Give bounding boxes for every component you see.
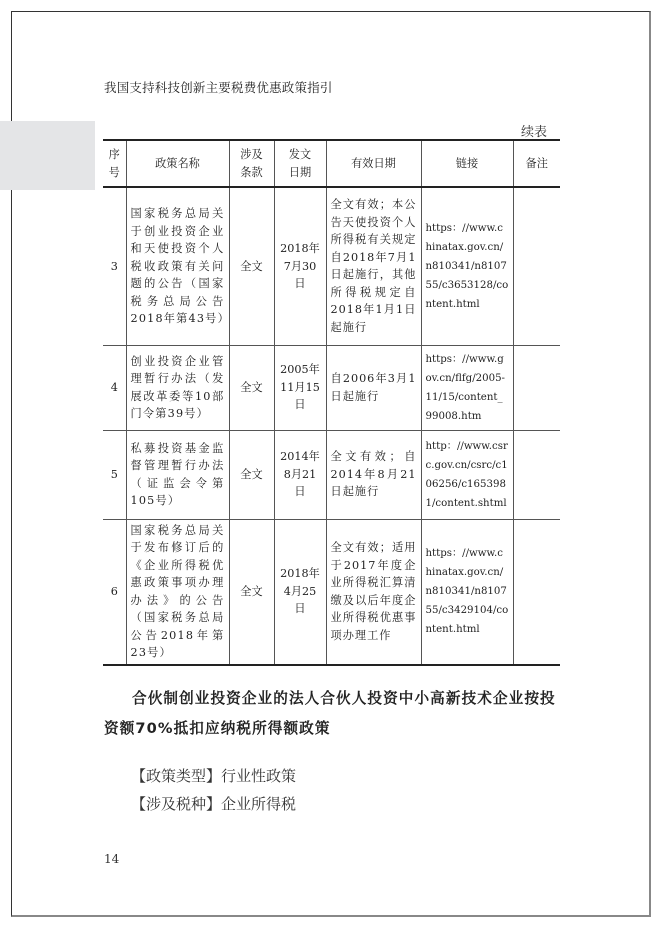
row-policy-name: 国家税务总局关于创业投资企业和天使投资个人税收政策有关问题的公告（国家税务总局公告2018年第43号）: [126, 187, 229, 345]
header-clause: 涉及 条款: [229, 140, 274, 187]
row-policy-name: 私募投资基金监督管理暂行办法（证监会令第105号）: [126, 430, 229, 519]
chapter-side-tab: [0, 121, 95, 190]
row-link[interactable]: https：//www.chinatax.gov.cn/n810341/n810755/c3653128/content.html: [421, 187, 513, 345]
policy-table: [103, 139, 560, 666]
row-link[interactable]: https：//www.gov.cn/flfg/2005-11/15/content_99008.htm: [421, 345, 513, 430]
row-clause: 全文: [229, 519, 274, 665]
section-heading: 合伙制创业投资企业的法人合伙人投资中小高新技术企业按投资额70%抵扣应纳税所得额政策: [104, 690, 556, 737]
row-link[interactable]: https：//www.chinatax.gov.cn/n810341/n810755/c3429104/content.html: [421, 519, 513, 665]
row-policy-name: 创业投资企业管理暂行办法（发展改革委等10部门令第39号）: [126, 345, 229, 430]
page-number: 14: [104, 852, 120, 866]
row-effective-date: 自2006年3月1日起施行: [326, 345, 421, 430]
row-clause: 全文: [229, 345, 274, 430]
table-continued-label: 续表: [521, 125, 548, 140]
policy-type-line: 【政策类型】行业性政策: [131, 767, 297, 785]
header-link: 链接: [421, 140, 513, 187]
row-seq: 6: [103, 519, 126, 665]
row-effective-date: 全文有效；自2014年8月21日起施行: [326, 430, 421, 519]
table-row: [103, 519, 560, 665]
row-clause: 全文: [229, 430, 274, 519]
row-remark: [513, 519, 560, 665]
table-header-row: [103, 140, 560, 187]
row-seq: 4: [103, 345, 126, 430]
row-issue-date: 2005年11月15日: [274, 345, 326, 430]
header-remark: 备注: [513, 140, 560, 187]
table-row: [103, 187, 560, 345]
row-issue-date: 2014年8月21日: [274, 430, 326, 519]
row-issue-date: 2018年7月30日: [274, 187, 326, 345]
row-seq: 3: [103, 187, 126, 345]
row-remark: [513, 430, 560, 519]
row-remark: [513, 345, 560, 430]
header-effective-date: 有效日期: [326, 140, 421, 187]
row-clause: 全文: [229, 187, 274, 345]
header-issue-date: 发文 日期: [274, 140, 326, 187]
row-link[interactable]: http：//www.csrc.gov.cn/csrc/c106256/c1653981/content.shtml: [421, 430, 513, 519]
table-row: [103, 430, 560, 519]
row-issue-date: 2018年4月25日: [274, 519, 326, 665]
row-policy-name: 国家税务总局关于发布修订后的《企业所得税优惠政策事项办理办法》的公告（国家税务总局公告2018年第23号）: [126, 519, 229, 665]
header-seq: 序 号: [103, 140, 126, 187]
row-effective-date: 全文有效；适用于2017年度企业所得税汇算清缴及以后年度企业所得税优惠事项办理工作: [326, 519, 421, 665]
tax-type-line: 【涉及税种】企业所得税: [131, 795, 297, 813]
row-seq: 5: [103, 430, 126, 519]
running-head: 我国支持科技创新主要税费优惠政策指引: [104, 80, 333, 95]
row-remark: [513, 187, 560, 345]
table-row: [103, 345, 560, 430]
header-policy-name: 政策名称: [126, 140, 229, 187]
row-effective-date: 全文有效；本公告天使投资个人所得税有关规定自2018年7月1日起施行，其他所得税规定自2018年1月1日起施行: [326, 187, 421, 345]
